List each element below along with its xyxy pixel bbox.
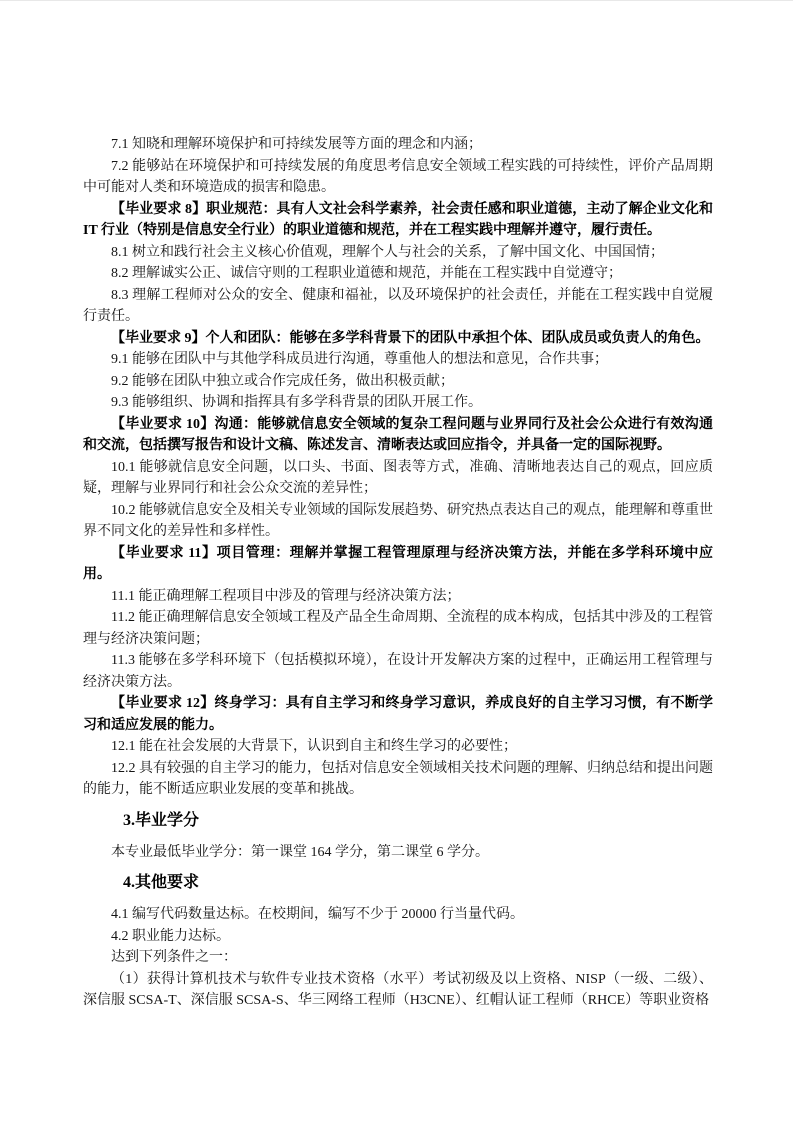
paragraph: 4.2 职业能力达标。 <box>111 928 230 944</box>
paragraph: 【毕业要求 10】沟通：能够就信息安全领域的复杂工程问题与业界同行及社会公众进行有效沟通和交流，包括撰写报告和设计文稿、陈述发言、清晰表达或回应指令，并具备一定的国际视野。 <box>83 416 713 453</box>
paragraph: 达到下列条件之一： <box>111 950 237 965</box>
paragraph: 9.2 能够在团队中独立或合作完成任务，做出积极贡献； <box>111 373 454 389</box>
paragraph: （1）获得计算机技术与软件专业技术资格（水平）考试初级及以上资格、NISP（一级、二级）、深信服 SCSA-T、深信服 SCSA-S、华三网络工程师（H3CNE）、红帽认证工程师（RHCE）等职业资格 <box>83 971 713 1008</box>
paragraph: 9.1 能够在团队中与其他学科成员进行沟通，尊重他人的想法和意见，合作共事； <box>111 352 608 367</box>
section-heading: 4.其他要求 <box>123 874 200 891</box>
paragraph: 7.2 能够站在环境保护和可持续发展的角度思考信息安全领域工程实践的可持续性，评价产品周期中可能对人类和环境造成的损害和隐患。 <box>83 158 713 195</box>
paragraph: 11.2 能正确理解信息安全领域工程及产品全生命周期、全流程的成本构成，包括其中涉及的工程管理与经济决策问题； <box>83 610 713 647</box>
paragraph: 【毕业要求 9】个人和团队：能够在多学科背景下的团队中承担个体、团队成员或负责人的角色。 <box>111 330 710 346</box>
paragraph: 【毕业要求 8】职业规范：具有人文社会科学素养，社会责任感和职业道德，主动了解企业文化和 IT 行业（特别是信息安全行业）的职业道德和规范，并在工程实践中理解并遵守，履行责任。 <box>83 201 713 238</box>
paragraph: 8.1 树立和践行社会主义核心价值观，理解个人与社会的关系，了解中国文化、中国国情； <box>111 244 664 260</box>
paragraph: 11.1 能正确理解工程项目中涉及的管理与经济决策方法； <box>111 588 461 604</box>
paragraph: 7.1 知晓和理解环境保护和可持续发展等方面的理念和内涵； <box>111 137 482 152</box>
paragraph: 10.1 能够就信息安全问题，以口头、书面、图表等方式，准确、清晰地表达自己的观点，回应质疑，理解与业界同行和社会公众交流的差异性； <box>83 459 713 496</box>
paragraph: 【毕业要求 12】终身学习：具有自主学习和终身学习意识，养成良好的自主学习习惯，有不断学习和适应发展的能力。 <box>83 696 713 733</box>
section-heading: 3.毕业学分 <box>123 811 200 829</box>
paragraph: 【毕业要求 11】项目管理：理解并掌握工程管理原理与经济决策方法，并能在多学科环境中应用。 <box>83 545 713 582</box>
paragraph: 10.2 能够就信息安全及相关专业领域的国际发展趋势、研究热点表达自己的观点，能理解和尊重世界不同文化的差异性和多样性。 <box>83 502 713 539</box>
paragraph: 12.1 能在社会发展的大背景下，认识到自主和终生学习的必要性； <box>111 739 517 754</box>
paragraph: 8.3 理解工程师对公众的安全、健康和福祉，以及环境保护的社会责任，并能在工程实践中自觉履行责任。 <box>83 287 713 324</box>
document-body <box>83 134 713 1012</box>
paragraph: 本专业最低毕业学分：第一课堂 164 学分，第二课堂 6 学分。 <box>111 844 489 860</box>
paragraph: 8.2 理解诚实公正、诚信守则的工程职业道德和规范，并能在工程实践中自觉遵守； <box>111 266 622 281</box>
paragraph: 9.3 能够组织、协调和指挥具有多学科背景的团队开展工作。 <box>111 395 482 410</box>
paragraph: 4.1 编写代码数量达标。在校期间，编写不少于 20000 行当量代码。 <box>111 907 524 922</box>
paragraph: 12.2 具有较强的自主学习的能力，包括对信息安全领域相关技术问题的理解、归纳总结和提出问题的能力，能不断适应职业发展的变革和挑战。 <box>83 760 713 797</box>
paragraph: 11.3 能够在多学科环境下（包括模拟环境），在设计开发解决方案的过程中，正确运用工程管理与经济决策方法。 <box>83 653 713 690</box>
